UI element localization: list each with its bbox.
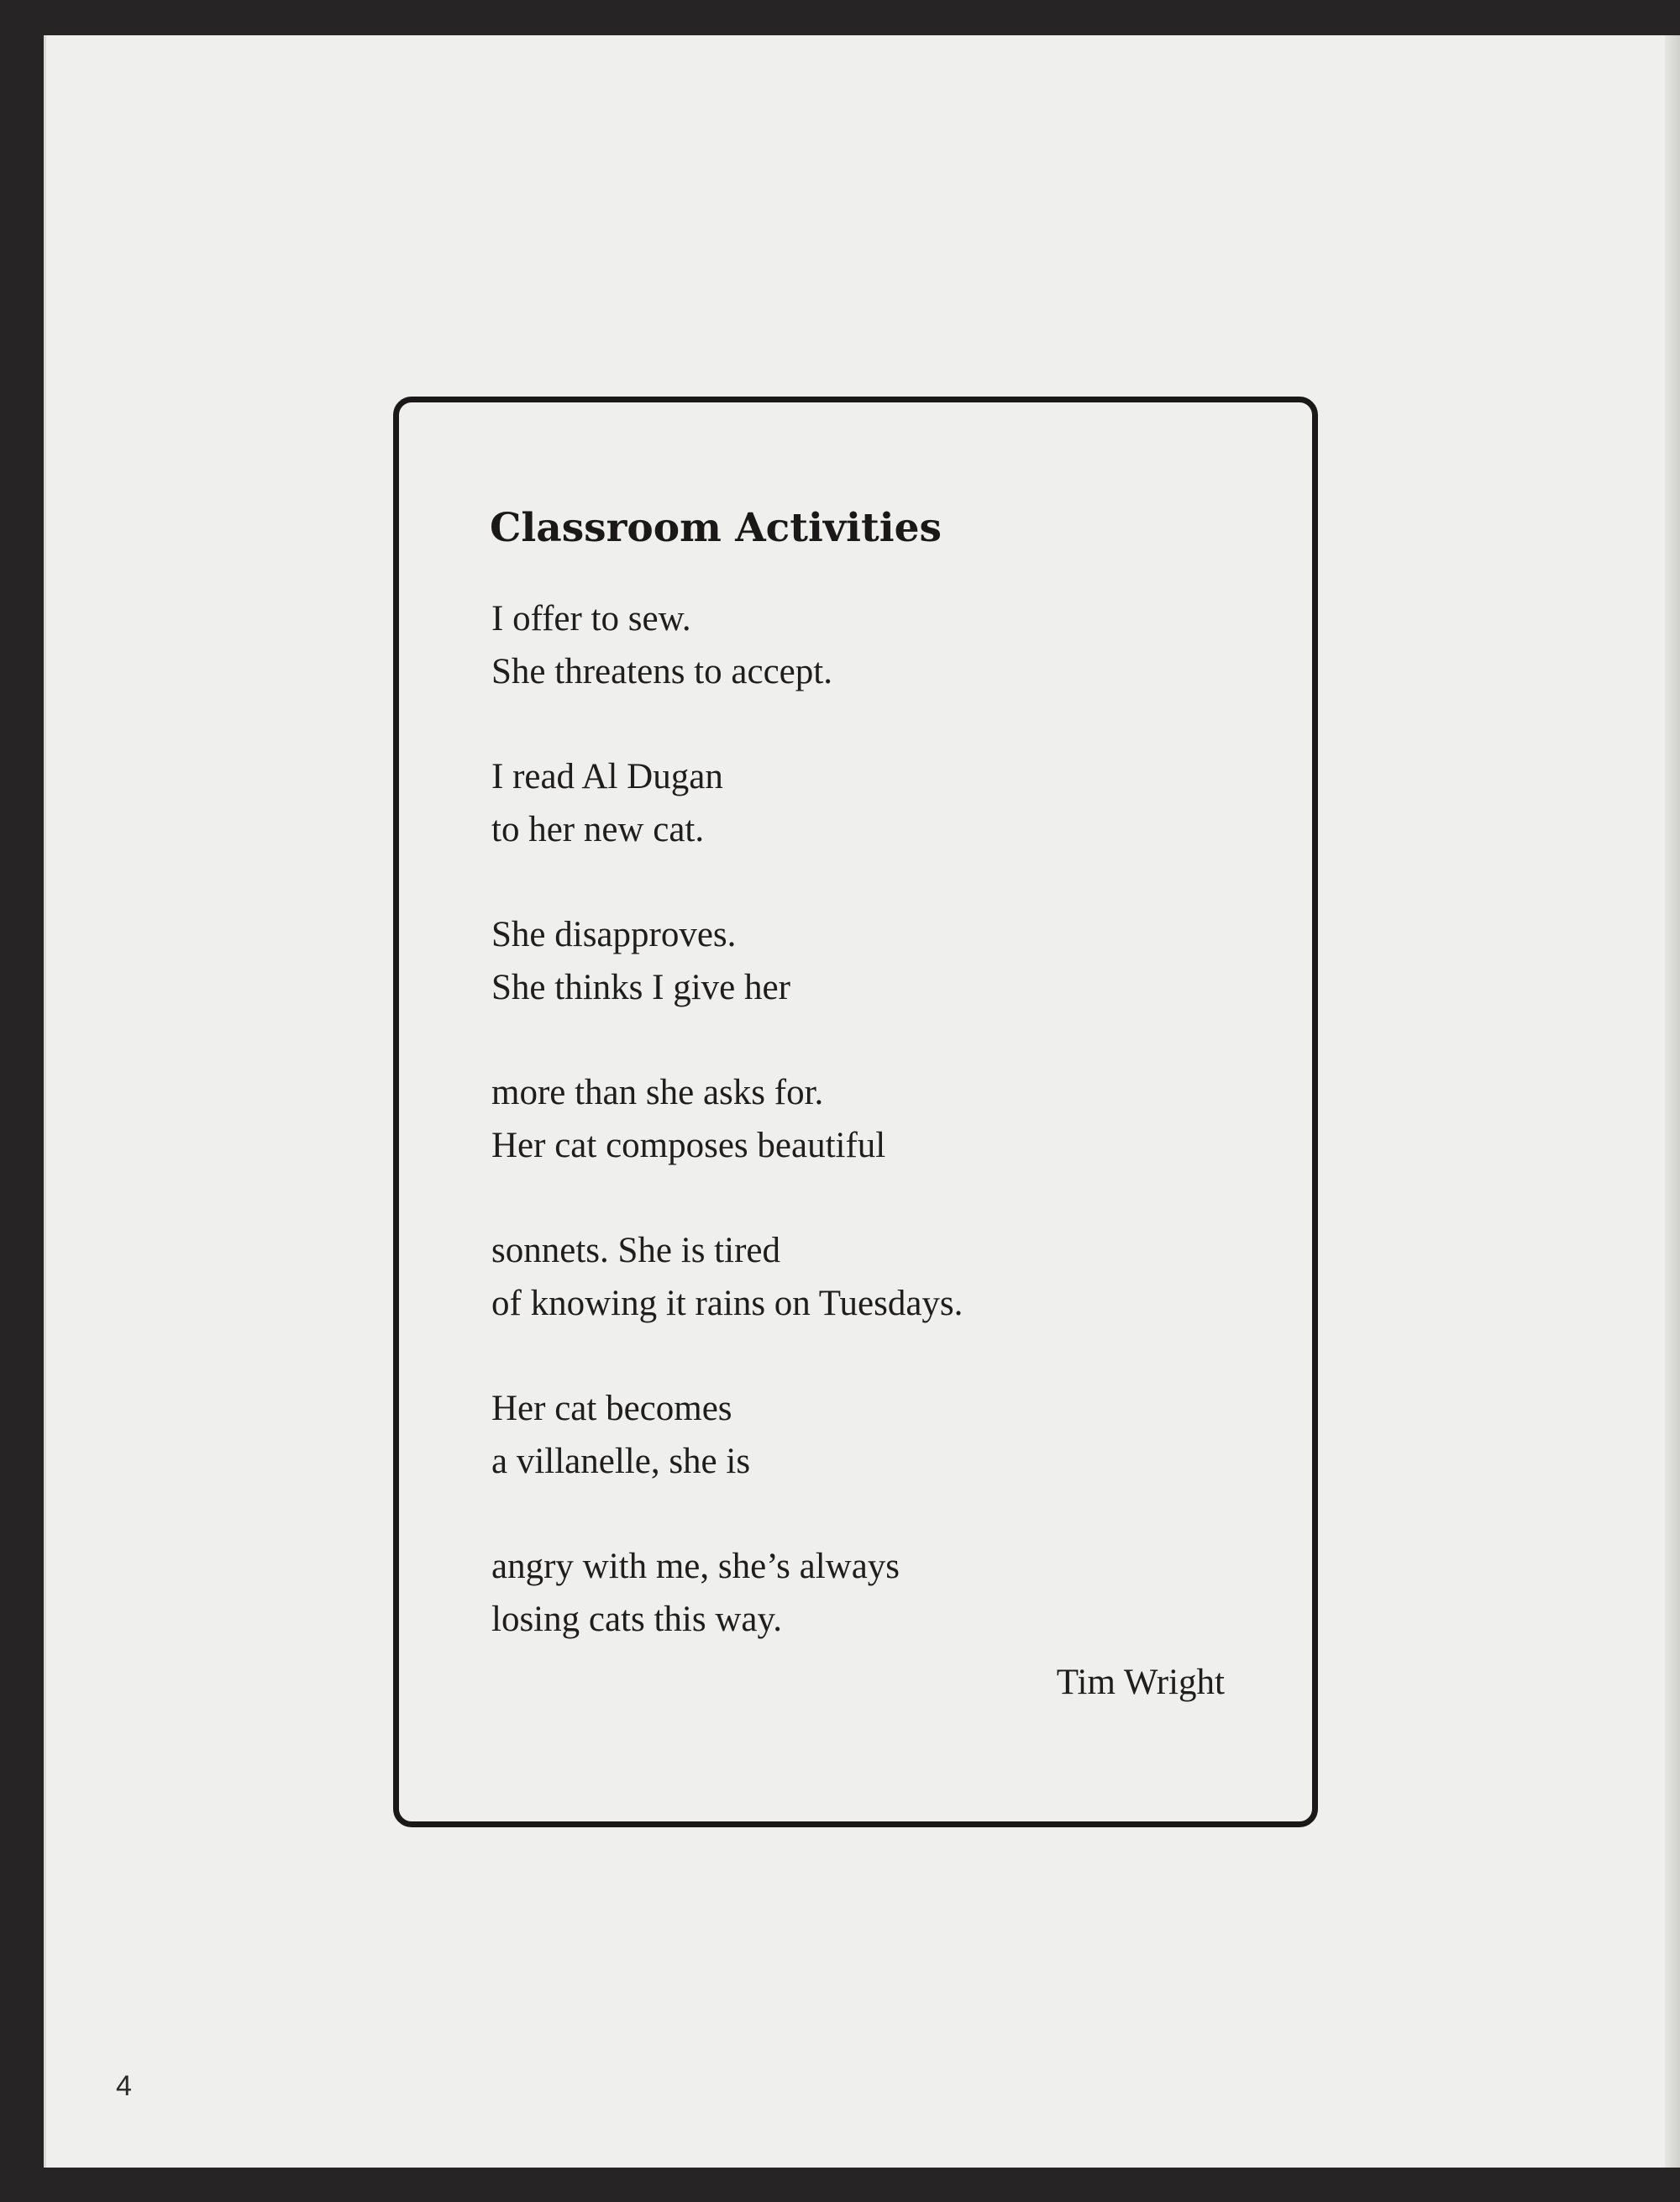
page-edge [1665,35,1680,2168]
stanza [491,1224,963,1330]
poem-line: to her new cat. [491,810,705,849]
poem-author: Tim Wright [1056,1663,1225,1702]
poem-line: She disapproves. [491,915,737,954]
poem-line: Her cat composes beautiful [491,1126,886,1165]
poem-line: She threatens to accept. [491,652,832,691]
poem-line: I read Al Dugan [491,757,723,796]
stanza [491,1540,963,1646]
stanza [491,1066,963,1172]
poem-body [491,592,963,1698]
poem-line: a villanelle, she is [491,1442,751,1481]
stanza [491,908,963,1014]
poem-line: of knowing it rains on Tuesdays. [491,1284,963,1323]
poem-line: more than she asks for. [491,1073,824,1112]
stanza [491,592,963,698]
poem-line: sonnets. She is tired [491,1231,780,1270]
page-number: 4 [116,2070,132,2102]
poem-line: She thinks I give her [491,968,790,1007]
poem-line: I offer to sew. [491,599,691,639]
poem-line: angry with me, she’s always [491,1547,900,1586]
stanza [491,1382,963,1488]
poem-line: Her cat becomes [491,1389,732,1428]
poem-line: losing cats this way. [491,1600,782,1639]
poem-title: Classroom Activities [490,505,942,551]
stanza [491,750,963,856]
